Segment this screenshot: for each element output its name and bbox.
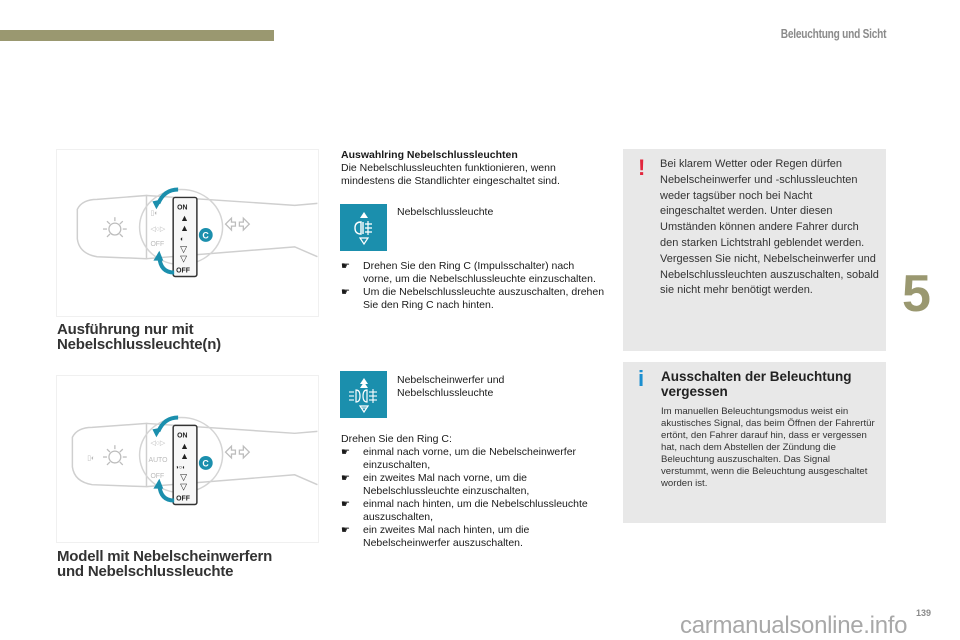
section-rear-fog-intro — [341, 149, 606, 188]
svg-text:◁○▷: ◁○▷ — [150, 226, 166, 234]
svg-text:▽: ▽ — [180, 481, 187, 492]
warning-text: Bei klarem Wetter oder Regen dürfen Nebelscheinwerfer und -schlussleuchten weder tagsüber noch bei Nacht eingeschaltet werden. Unter diesen Umständen können andere Fahrer durch den starken Lichtstrahl geblendet werden. Vergessen Sie nicht, Nebelscheinwerfer und Nebelschlussleuchten auszuschalten, sobald sie nicht mehr benötigt werden. — [660, 158, 879, 297]
steps-lead-text: Drehen Sie den Ring C: — [341, 433, 452, 445]
section-rear-fog-steps — [341, 260, 606, 312]
figure-title-line: und Nebelschlussleuchte — [57, 563, 234, 580]
step-item: ☛ Um die Nebelschlussleuchte auszuschalten, drehen Sie den Ring C nach hinten. — [341, 286, 606, 312]
svg-text:OFF: OFF — [150, 240, 165, 248]
stalk-illustration-rear-fog — [56, 149, 319, 317]
svg-text:OFF: OFF — [176, 495, 190, 503]
svg-text:C: C — [202, 230, 209, 241]
svg-text:AUTO: AUTO — [148, 456, 168, 464]
front-and-rear-fog-light-icon — [340, 371, 387, 418]
svg-text:◁○▷: ◁○▷ — [150, 440, 166, 448]
icon-label-line: Nebelscheinwerfer und — [397, 374, 505, 386]
section-intro-text: Die Nebelschlussleuchten funktionieren, wenn mindestens die Standlichter eingeschaltet sind. — [341, 162, 560, 187]
chapter-number: 5 — [902, 265, 931, 323]
section-heading: Auswahlring Nebelschlussleuchten — [341, 149, 518, 161]
svg-text:OFF: OFF — [150, 472, 165, 480]
svg-text:ON: ON — [177, 204, 188, 212]
svg-text:▽: ▽ — [180, 243, 187, 254]
svg-text:ON: ON — [177, 432, 188, 440]
step-item: ☛ einmal nach hinten, um die Nebelschlussleuchte auszuschalten, — [341, 498, 606, 524]
figure-title-rear-fog-only — [57, 322, 221, 352]
svg-text:▲: ▲ — [180, 451, 189, 461]
svg-text:▲: ▲ — [180, 213, 189, 224]
step-item: ☛ ein zweites Mal nach vorne, um die Nebelschlussleuchte einzuschalten, — [341, 472, 606, 498]
figure-title-line: Modell mit Nebelscheinwerfern — [57, 548, 273, 565]
svg-text:◐: ◐ — [180, 235, 185, 243]
svg-text:▯◐: ▯◐ — [87, 454, 96, 462]
watermark: carmanualsonline.info — [680, 612, 908, 639]
info-icon: i — [638, 366, 645, 391]
light-stalk-icon — [57, 150, 318, 316]
warning-icon: ! — [638, 155, 646, 180]
svg-text:▽: ▽ — [180, 471, 187, 482]
svg-text:◑○◐: ◑○◐ — [175, 464, 186, 471]
figure-title-line: Ausführung nur mit — [57, 321, 194, 338]
svg-text:C: C — [202, 458, 209, 469]
step-item: ☛ ein zweites Mal nach hinten, um die Nebelscheinwerfer auszuschalten. — [341, 524, 606, 550]
svg-text:▲: ▲ — [180, 223, 189, 234]
step-item: ☛ Drehen Sie den Ring C (Impulsschalter) nach vorne, um die Nebelschlussleuchte einzuschalten. — [341, 260, 606, 286]
info-text: Im manuellen Beleuchtungsmodus weist ein akustisches Signal, das beim Öffnen der Fahrertür ertönt, den Fahrer darauf hin, dass er vergessen hat, nach dem Abstellen der Zündung die Beleuchtung auszuschalten. Das Signal verstummt, wenn die Beleuchtung ausgeschaltet worden ist. — [661, 406, 875, 489]
figure-title-front-and-rear-fog — [57, 549, 272, 579]
figure-title-line: Nebelschlussleuchte(n) — [57, 336, 221, 353]
info-box — [623, 362, 886, 523]
section-front-and-rear-fog-steps — [341, 433, 606, 550]
rear-fog-icon-label: Nebelschlussleuchte — [397, 206, 494, 218]
svg-text:OFF: OFF — [176, 267, 190, 275]
icon-label-line: Nebelschlussleuchte — [397, 387, 494, 399]
rear-fog-light-icon — [340, 204, 387, 251]
svg-text:▲: ▲ — [180, 441, 189, 452]
page-number: 139 — [916, 608, 932, 618]
svg-text:▯◐: ▯◐ — [150, 210, 159, 218]
stalk-illustration-front-and-rear-fog — [56, 375, 319, 543]
svg-text:▽: ▽ — [180, 253, 187, 264]
chapter-title: Beleuchtung und Sicht — [780, 26, 886, 41]
header-accent-bar — [0, 30, 274, 41]
warning-box — [623, 149, 886, 351]
front-and-rear-fog-icon-label — [397, 374, 504, 400]
light-stalk-icon — [57, 376, 318, 542]
info-title: Ausschalten der Beleuchtung vergessen — [661, 369, 852, 399]
step-item: ☛ einmal nach vorne, um die Nebelscheinwerfer einzuschalten, — [341, 446, 606, 472]
